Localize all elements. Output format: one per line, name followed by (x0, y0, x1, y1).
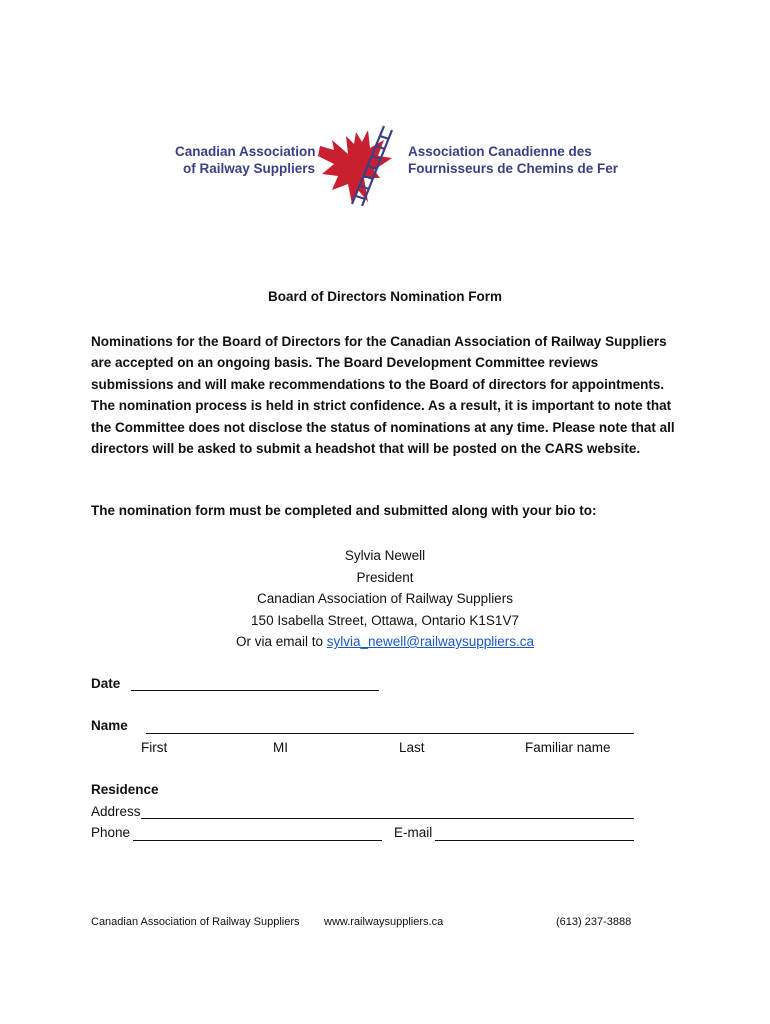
form-title: Board of Directors Nomination Form (267, 289, 502, 304)
name-familiar-caption: Familiar name (525, 740, 611, 755)
date-label: Date (91, 676, 121, 691)
residence-label: Residence (91, 782, 159, 797)
footer-phone: (613) 237-3888 (556, 916, 632, 928)
logo-english-line1: Canadian Association (175, 144, 316, 159)
logo-french-line1: Association Canadienne des (408, 144, 592, 159)
submit-instruction: The nomination form must be completed and submitted along with your bio to: (91, 503, 597, 518)
phone-label: Phone (91, 825, 131, 840)
contact-email-line (0, 631, 770, 653)
address-field[interactable] (141, 818, 634, 819)
name-last-caption: Last (399, 740, 425, 755)
email-field-label: E-mail (394, 825, 433, 840)
contact-organization: Canadian Association of Railway Suppliers (257, 591, 513, 606)
logo-french-text (408, 143, 618, 177)
contact-block (0, 545, 770, 653)
name-mi-caption: MI (273, 740, 288, 755)
phone-field[interactable] (133, 840, 382, 841)
email-field[interactable] (435, 840, 634, 841)
name-field[interactable] (146, 733, 634, 734)
name-label: Name (91, 718, 128, 733)
email-link[interactable]: sylvia_newell@railwaysuppliers.ca (326, 634, 535, 649)
email-prefix: Or via email to (235, 634, 327, 649)
logo-french-line2: Fournisseurs de Chemins de Fer (408, 161, 619, 176)
logo-english-line2: of Railway Suppliers (183, 161, 316, 176)
contact-name: Sylvia Newell (344, 548, 426, 563)
address-label: Address (91, 804, 141, 819)
footer-organization: Canadian Association of Railway Suppliers (91, 916, 300, 928)
date-field[interactable] (131, 690, 379, 691)
maple-leaf-rail-logo-icon (312, 120, 404, 206)
logo-english-text (175, 143, 316, 177)
contact-position: President (356, 569, 414, 585)
contact-address: 150 Isabella Street, Ottawa, Ontario K1S1V7 (251, 612, 519, 628)
name-first-caption: First (141, 740, 168, 755)
intro-paragraph: Nominations for the Board of Directors for the Canadian Association of Railway Suppliers are accepted on an ongoing basis. The Board Development Committee reviews submissions and will make recommendations to the Board of directors for appointments. The nomination process is held in strict confidence. As a result, it is important to note that the Committee does not disclose the status of nominations at any time. Please note that all directors will be asked to submit a headshot that will be posted on the CARS website. (91, 334, 675, 457)
maple-leaf-shape (318, 130, 392, 204)
footer-website: www.railwaysuppliers.ca (324, 916, 444, 928)
